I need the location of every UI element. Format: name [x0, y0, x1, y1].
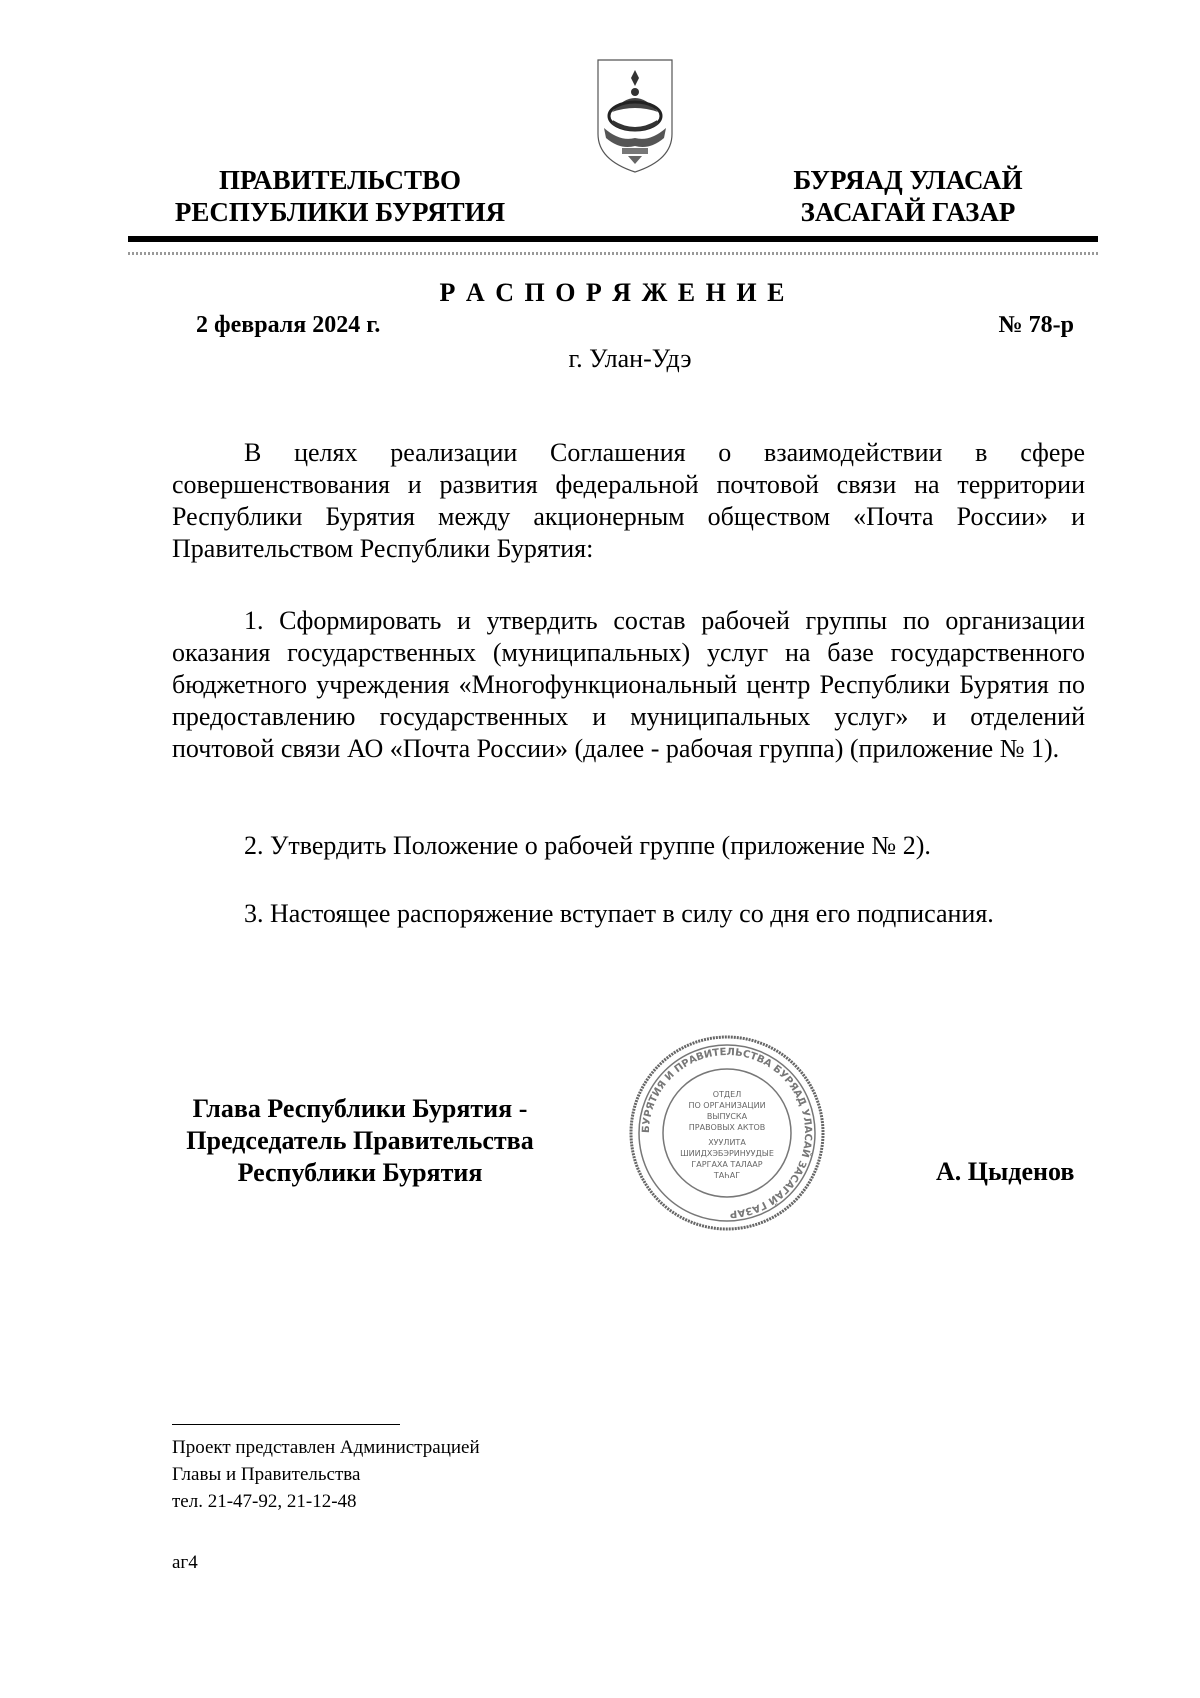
- header-right: [728, 164, 1088, 228]
- signatory-position: [160, 1093, 560, 1189]
- executor-code: аг4: [172, 1552, 198, 1573]
- item-2-paragraph: 2. Утвердить Положение о рабочей группе (приложение № 2).: [244, 831, 931, 860]
- header-left-line-2: РЕСПУБЛИКИ БУРЯТИЯ: [174, 197, 506, 227]
- seal-icon: [627, 1033, 827, 1233]
- item-3-paragraph: 3. Настоящее распоряжение вступает в силу со дня его подписания.: [244, 899, 994, 928]
- document-number: № 78-р: [998, 312, 1074, 338]
- signatory-position-line-1: Глава Республики Бурятия -: [192, 1094, 528, 1123]
- stamp-line-6: ШИИДХЭБЭРИНУУДЫЕ: [680, 1149, 774, 1158]
- signatory-position-line-3: Республики Бурятия: [237, 1158, 483, 1187]
- stamp-line-1: ОТДЕЛ: [712, 1090, 742, 1099]
- intro-paragraph: В целях реализации Соглашения о взаимодействии в сфере совершенствования и развития федеральной почтовой связи на территории Республики Бурятия между акционерным обществом «Почта России» и Правительством Республики Бурятия:: [172, 438, 1085, 563]
- item-1-paragraph: 1. Сформировать и утвердить состав рабочей группы по организации оказания государственных (муниципальных) услуг на базе государственного бюджетного учреждения «Многофункциональный центр Республики Бурятия по предоставлению государственных и муниципальных услуг» и отделений почтовой связи АО «Почта России» (далее - рабочая группа) (приложение № 1).: [172, 606, 1085, 763]
- signatory-position-line-2: Председатель Правительства: [186, 1126, 534, 1155]
- svg-text:БУРЯТИЯ И ПРАВИТЕЛЬСТВА БУРЯАД: [641, 1047, 813, 1219]
- footnote-rule: [172, 1424, 400, 1425]
- header-rule: [128, 236, 1098, 242]
- footer-line-1: Проект представлен Администрацией: [172, 1437, 480, 1458]
- stamp-line-2: ПО ОРГАНИЗАЦИИ: [688, 1101, 766, 1110]
- header-right-line-2: ЗАСАГАЙ ГАЗАР: [800, 197, 1016, 227]
- coat-of-arms-icon: [590, 56, 680, 176]
- header-rule-thin: [128, 252, 1098, 255]
- header-right-line-1: БУРЯАД УЛАСАЙ: [793, 165, 1023, 195]
- footer-line-2: Главы и Правительства: [172, 1464, 361, 1485]
- document-city: г. Улан-Удэ: [568, 344, 692, 373]
- header-left-line-1: ПРАВИТЕЛЬСТВО: [218, 165, 462, 195]
- stamp-line-4: ПРАВОВЫХ АКТОВ: [688, 1123, 766, 1132]
- document-title: Р А С П О Р Я Ж Е Н И Е: [439, 278, 787, 307]
- footer-note: [172, 1434, 480, 1515]
- footer-line-3: тел. 21-47-92, 21-12-48: [172, 1491, 357, 1512]
- header-left: [140, 164, 540, 228]
- document-date: 2 февраля 2024 г.: [196, 312, 381, 338]
- emblem: [590, 56, 680, 176]
- signatory-name: А. Цыденов: [936, 1157, 1075, 1186]
- official-stamp: [627, 1033, 827, 1233]
- stamp-line-8: ТАҺАГ: [713, 1171, 741, 1180]
- stamp-ring-text: БУРЯТИЯ И ПРАВИТЕЛЬСТВА БУРЯАД УЛАСАЙ ЗАСАГАЙ ГАЗАР: [640, 1046, 814, 1220]
- stamp-line-7: ГАРГАХА ТАЛААР: [691, 1160, 763, 1169]
- stamp-line-5: ХУУЛИТА: [708, 1138, 746, 1147]
- stamp-line-3: ВЫПУСКА: [706, 1112, 748, 1121]
